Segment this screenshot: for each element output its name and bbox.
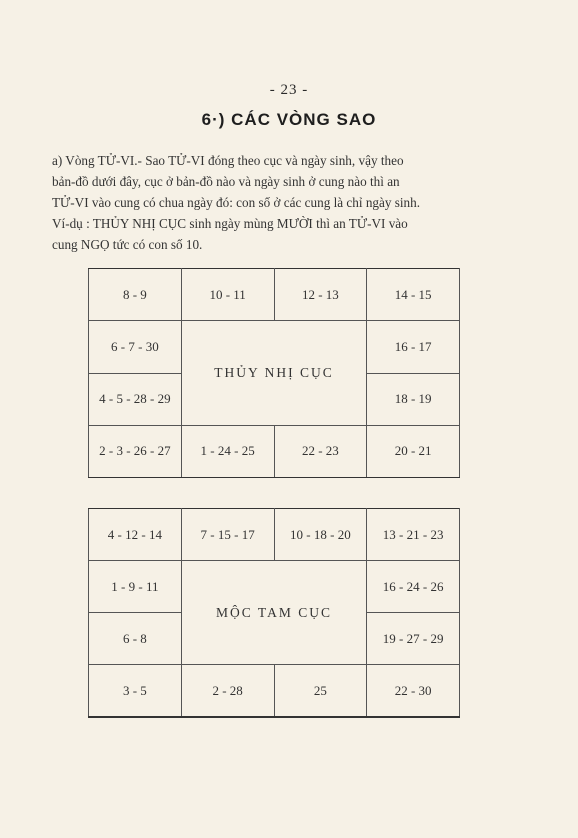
thuy-nhi-cuc-table [88, 268, 460, 478]
table-cell: 16 - 24 - 26 [367, 561, 460, 613]
table-cell: 18 - 19 [367, 373, 460, 425]
table-cell: 1 - 24 - 25 [181, 425, 274, 477]
table-cell: 6 - 7 - 30 [89, 321, 182, 373]
table-cell: 3 - 5 [89, 665, 182, 717]
table-cell: 1 - 9 - 11 [89, 561, 182, 613]
table-cell: 22 - 30 [367, 665, 460, 717]
intro-line: a) Vòng TỬ-VI.- Sao TỬ-VI đóng theo cục và ngày sinh, vậy theo [52, 153, 404, 168]
moc-tam-cuc-table [88, 508, 460, 718]
table-cell: 7 - 15 - 17 [181, 509, 274, 561]
intro-paragraph [52, 150, 502, 255]
section-heading: 6·) CÁC VÒNG SAO [201, 110, 377, 129]
table-cell: 20 - 21 [367, 425, 460, 477]
table-cell: 19 - 27 - 29 [367, 613, 460, 665]
table-cell: 6 - 8 [89, 613, 182, 665]
table-cell: 2 - 28 [181, 665, 274, 717]
intro-line: bản-đồ dưới đây, cục ở bản-đồ nào và ngày sinh ở cung nào thì an [52, 174, 400, 189]
table-cell: 12 - 13 [274, 269, 367, 321]
table-cell: 14 - 15 [367, 269, 460, 321]
cuc-name: THỦY NHỊ CỤC [181, 321, 367, 426]
intro-line: Ví-dụ : THỦY NHỊ CỤC sinh ngày mùng MƯỜI thì an TỬ-VI vào [52, 216, 408, 231]
table-cell: 10 - 11 [181, 269, 274, 321]
cuc-name: MỘC TAM CỤC [181, 561, 367, 665]
table-cell: 22 - 23 [274, 425, 367, 477]
table-cell: 25 [274, 665, 367, 717]
table-cell: 2 - 3 - 26 - 27 [89, 425, 182, 477]
table-cell: 13 - 21 - 23 [367, 509, 460, 561]
intro-line: cung NGỌ tức có con số 10. [52, 237, 203, 252]
table-cell: 16 - 17 [367, 321, 460, 373]
table-cell: 4 - 5 - 28 - 29 [89, 373, 182, 425]
intro-line: TỬ-VI vào cung có chua ngày đó: con số ở các cung là chỉ ngày sinh. [52, 195, 421, 210]
table-cell: 4 - 12 - 14 [89, 509, 182, 561]
table-cell: 10 - 18 - 20 [274, 509, 367, 561]
table-cell: 8 - 9 [89, 269, 182, 321]
page-number: - 23 - [269, 82, 309, 98]
